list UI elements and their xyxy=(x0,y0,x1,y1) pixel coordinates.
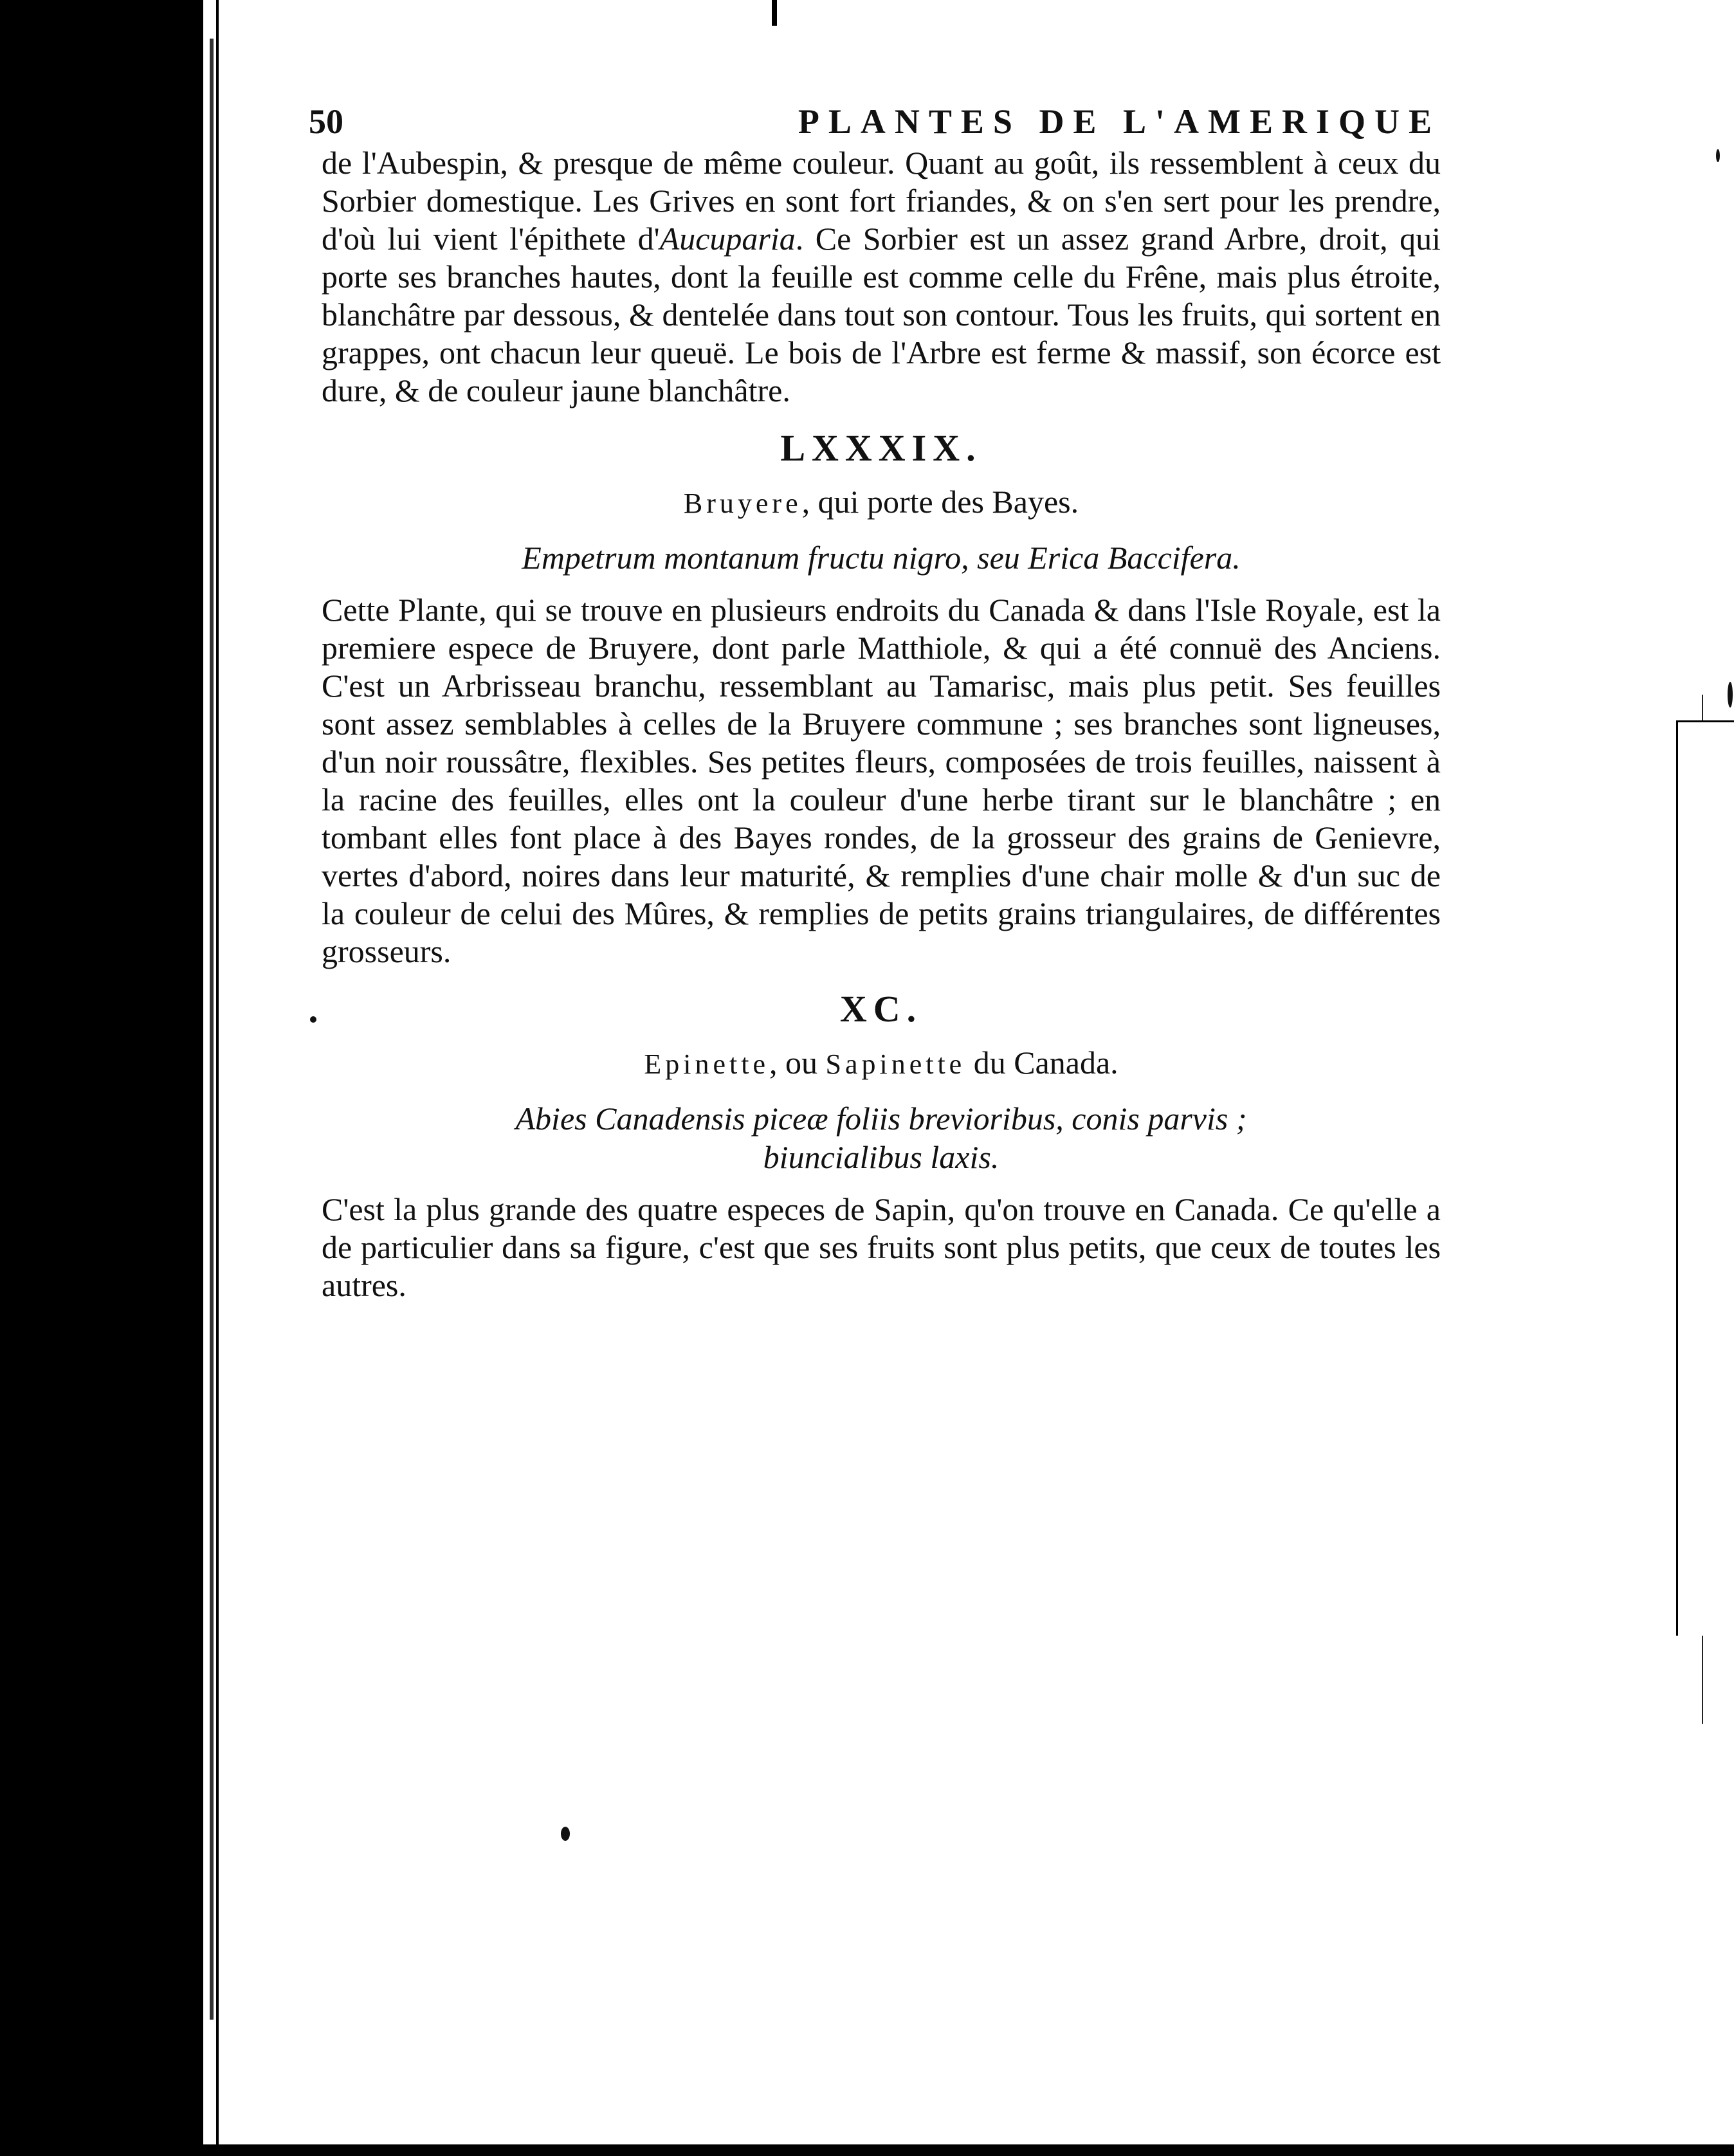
running-head-title: PLANTES DE L'AMERIQUE xyxy=(798,102,1441,141)
paragraph-sorbier-rest: . Ce Sorbier est un assez grand Arbre, droit, qui porte ses branches hautes, dont la feuille est comme celle du Frêne, mais plus étroite, blanchâtre par dessous, & dentelée dans tout son contour. Tous les fruits, qui sortent en grappes, ont chacun leur queuë. Le bois de l'Arbre est ferme & massif, son écorce est dure, & de couleur jaune blanchâtre. xyxy=(322,221,1441,408)
section-title-epinette-sc1: Epinette xyxy=(644,1048,769,1080)
latin-name-epinette xyxy=(322,1099,1441,1176)
binding-shadow xyxy=(210,39,214,2020)
paragraph-sorbier xyxy=(322,144,1441,410)
page-bottom-edge xyxy=(203,2144,1734,2156)
ink-speck xyxy=(310,1016,316,1023)
section-number-lxxxix: LXXXIX. xyxy=(780,427,982,469)
section-title-bruyere-rest: , qui porte des Bayes. xyxy=(801,484,1079,520)
ink-speck xyxy=(1728,682,1733,708)
page-text xyxy=(309,102,1441,1304)
section-title-epinette-rest: du Canada. xyxy=(965,1045,1118,1081)
page-number: 50 xyxy=(309,102,343,141)
section-title-epinette-sc2: Sapinette xyxy=(825,1048,966,1080)
section-number-xc: XC. xyxy=(839,988,923,1030)
latin-name-bruyere: Empetrum montanum fructu nigro, seu Erica Baccifera. xyxy=(522,540,1241,576)
latin-name-epinette-line1: Abies Canadensis piceæ foliis brevioribus, conis parvis ; xyxy=(515,1101,1247,1137)
section-title-epinette xyxy=(322,1041,1441,1084)
paragraph-bruyere: Cette Plante, qui se trouve en plusieurs endroits du Canada & dans l'Isle Royale, est la premiere espece de Bruyere, dont parle Matthiole, & qui a été connuë des Anciens. C'est un Arbrisseau branchu, ressemblant au Tamarisc, mais plus petit. Ses feuilles sont assez semblables à celles de la Bruyere commune ; ses branches sont ligneuses, d'un noir roussâtre, flexibles. Ses petites fleurs, composées de trois feuilles, naissent à la racine des feuilles, elles ont la couleur d'une herbe tirant sur le blanchâtre ; en tombant elles font place à des Bayes rondes, de la grosseur des grains de Genievre, vertes d'abord, noires dans leur maturité, & remplies d'une chair molle & d'un suc de la couleur de celui des Mûres, & remplies de petits grains triangulaires, de différentes grosseurs. xyxy=(322,592,1441,969)
scan-mark xyxy=(772,0,777,26)
paragraph-epinette: C'est la plus grande des quatre especes de Sapin, qu'on trouve en Canada. Ce qu'elle a de particulier dans sa figure, c'est que ses fruits sont plus petits, que ceux de toutes les autres. xyxy=(322,1191,1441,1303)
ink-speck xyxy=(1716,149,1720,162)
section-title-epinette-mid: , ou xyxy=(769,1045,826,1081)
running-head xyxy=(309,103,1441,144)
paragraph-sorbier-start: de l'Aubespin, & presque de même couleur. Quant au goût, ils ressemblent à ceux du Sorbier domestique. Les Grives en sont fort friandes, & on s'en sert pour les prendre, d'où lui vient l'épithete d' xyxy=(322,145,1441,257)
latin-name-epinette-line2: biuncialibus laxis. xyxy=(763,1139,999,1175)
folded-paper-slip xyxy=(1676,720,1734,1636)
section-title-bruyere-sc: Bruyere xyxy=(683,488,802,519)
section-title-bruyere xyxy=(322,480,1441,523)
ink-speck xyxy=(561,1827,570,1841)
paragraph-sorbier-italic: Aucuparia xyxy=(659,221,796,257)
